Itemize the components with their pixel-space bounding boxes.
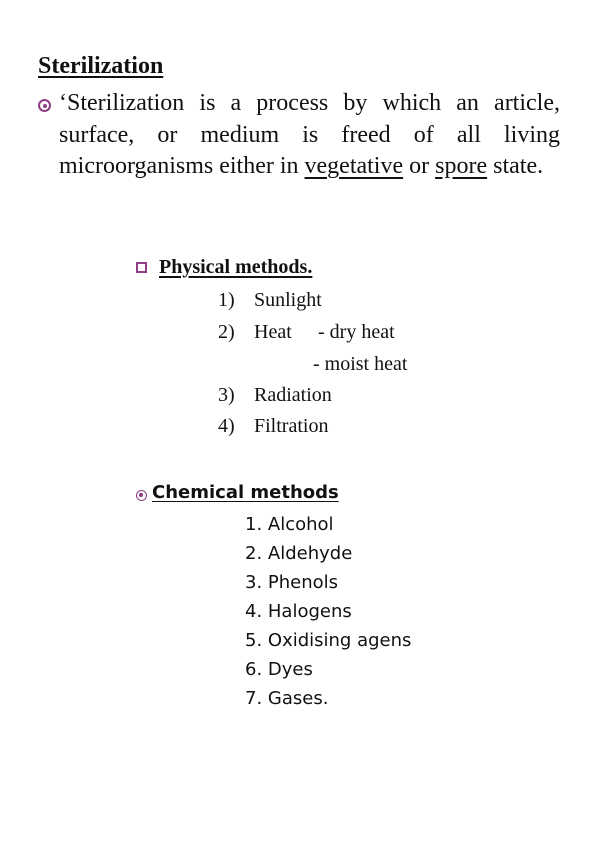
circle-bullet-icon bbox=[136, 490, 147, 501]
list-subitem: - dry heat bbox=[318, 321, 395, 343]
definition-part1: ‘Sterilization is a process by which an article, surface, or medium is freed of all living microorganisms either in bbox=[59, 90, 560, 179]
list-number: 4) bbox=[218, 415, 235, 437]
physical-methods-heading: Physical methods. bbox=[159, 256, 313, 278]
list-number: 2) bbox=[218, 321, 235, 343]
list-item: 4. Halogens bbox=[245, 601, 352, 622]
list-item: 7. Gases. bbox=[245, 688, 329, 709]
list-label: Sunlight bbox=[254, 289, 322, 311]
list-item: 2. Aldehyde bbox=[245, 543, 353, 564]
page-title: Sterilization bbox=[38, 53, 164, 79]
list-item: 1. Alcohol bbox=[245, 514, 334, 535]
term-vegetative: vegetative bbox=[304, 153, 404, 179]
chemical-methods-heading: Chemical methods bbox=[152, 482, 339, 503]
list-item: 6. Dyes bbox=[245, 659, 313, 680]
term-spore: spore bbox=[435, 153, 488, 179]
list-label: Filtration bbox=[254, 415, 329, 437]
definition-text bbox=[59, 88, 560, 183]
list-item: 5. Oxidising agens bbox=[245, 630, 412, 651]
list-number: 3) bbox=[218, 384, 235, 406]
list-label: Radiation bbox=[254, 384, 332, 406]
definition-part2: state. bbox=[487, 153, 544, 179]
circle-bullet-icon bbox=[38, 99, 51, 112]
square-bullet-icon bbox=[136, 262, 147, 273]
definition-paragraph bbox=[38, 88, 560, 183]
definition-between: or bbox=[403, 153, 436, 179]
list-item: 3. Phenols bbox=[245, 572, 339, 593]
list-number: 1) bbox=[218, 289, 235, 311]
list-label: Heat bbox=[254, 321, 292, 343]
list-subitem: - moist heat bbox=[313, 353, 408, 375]
